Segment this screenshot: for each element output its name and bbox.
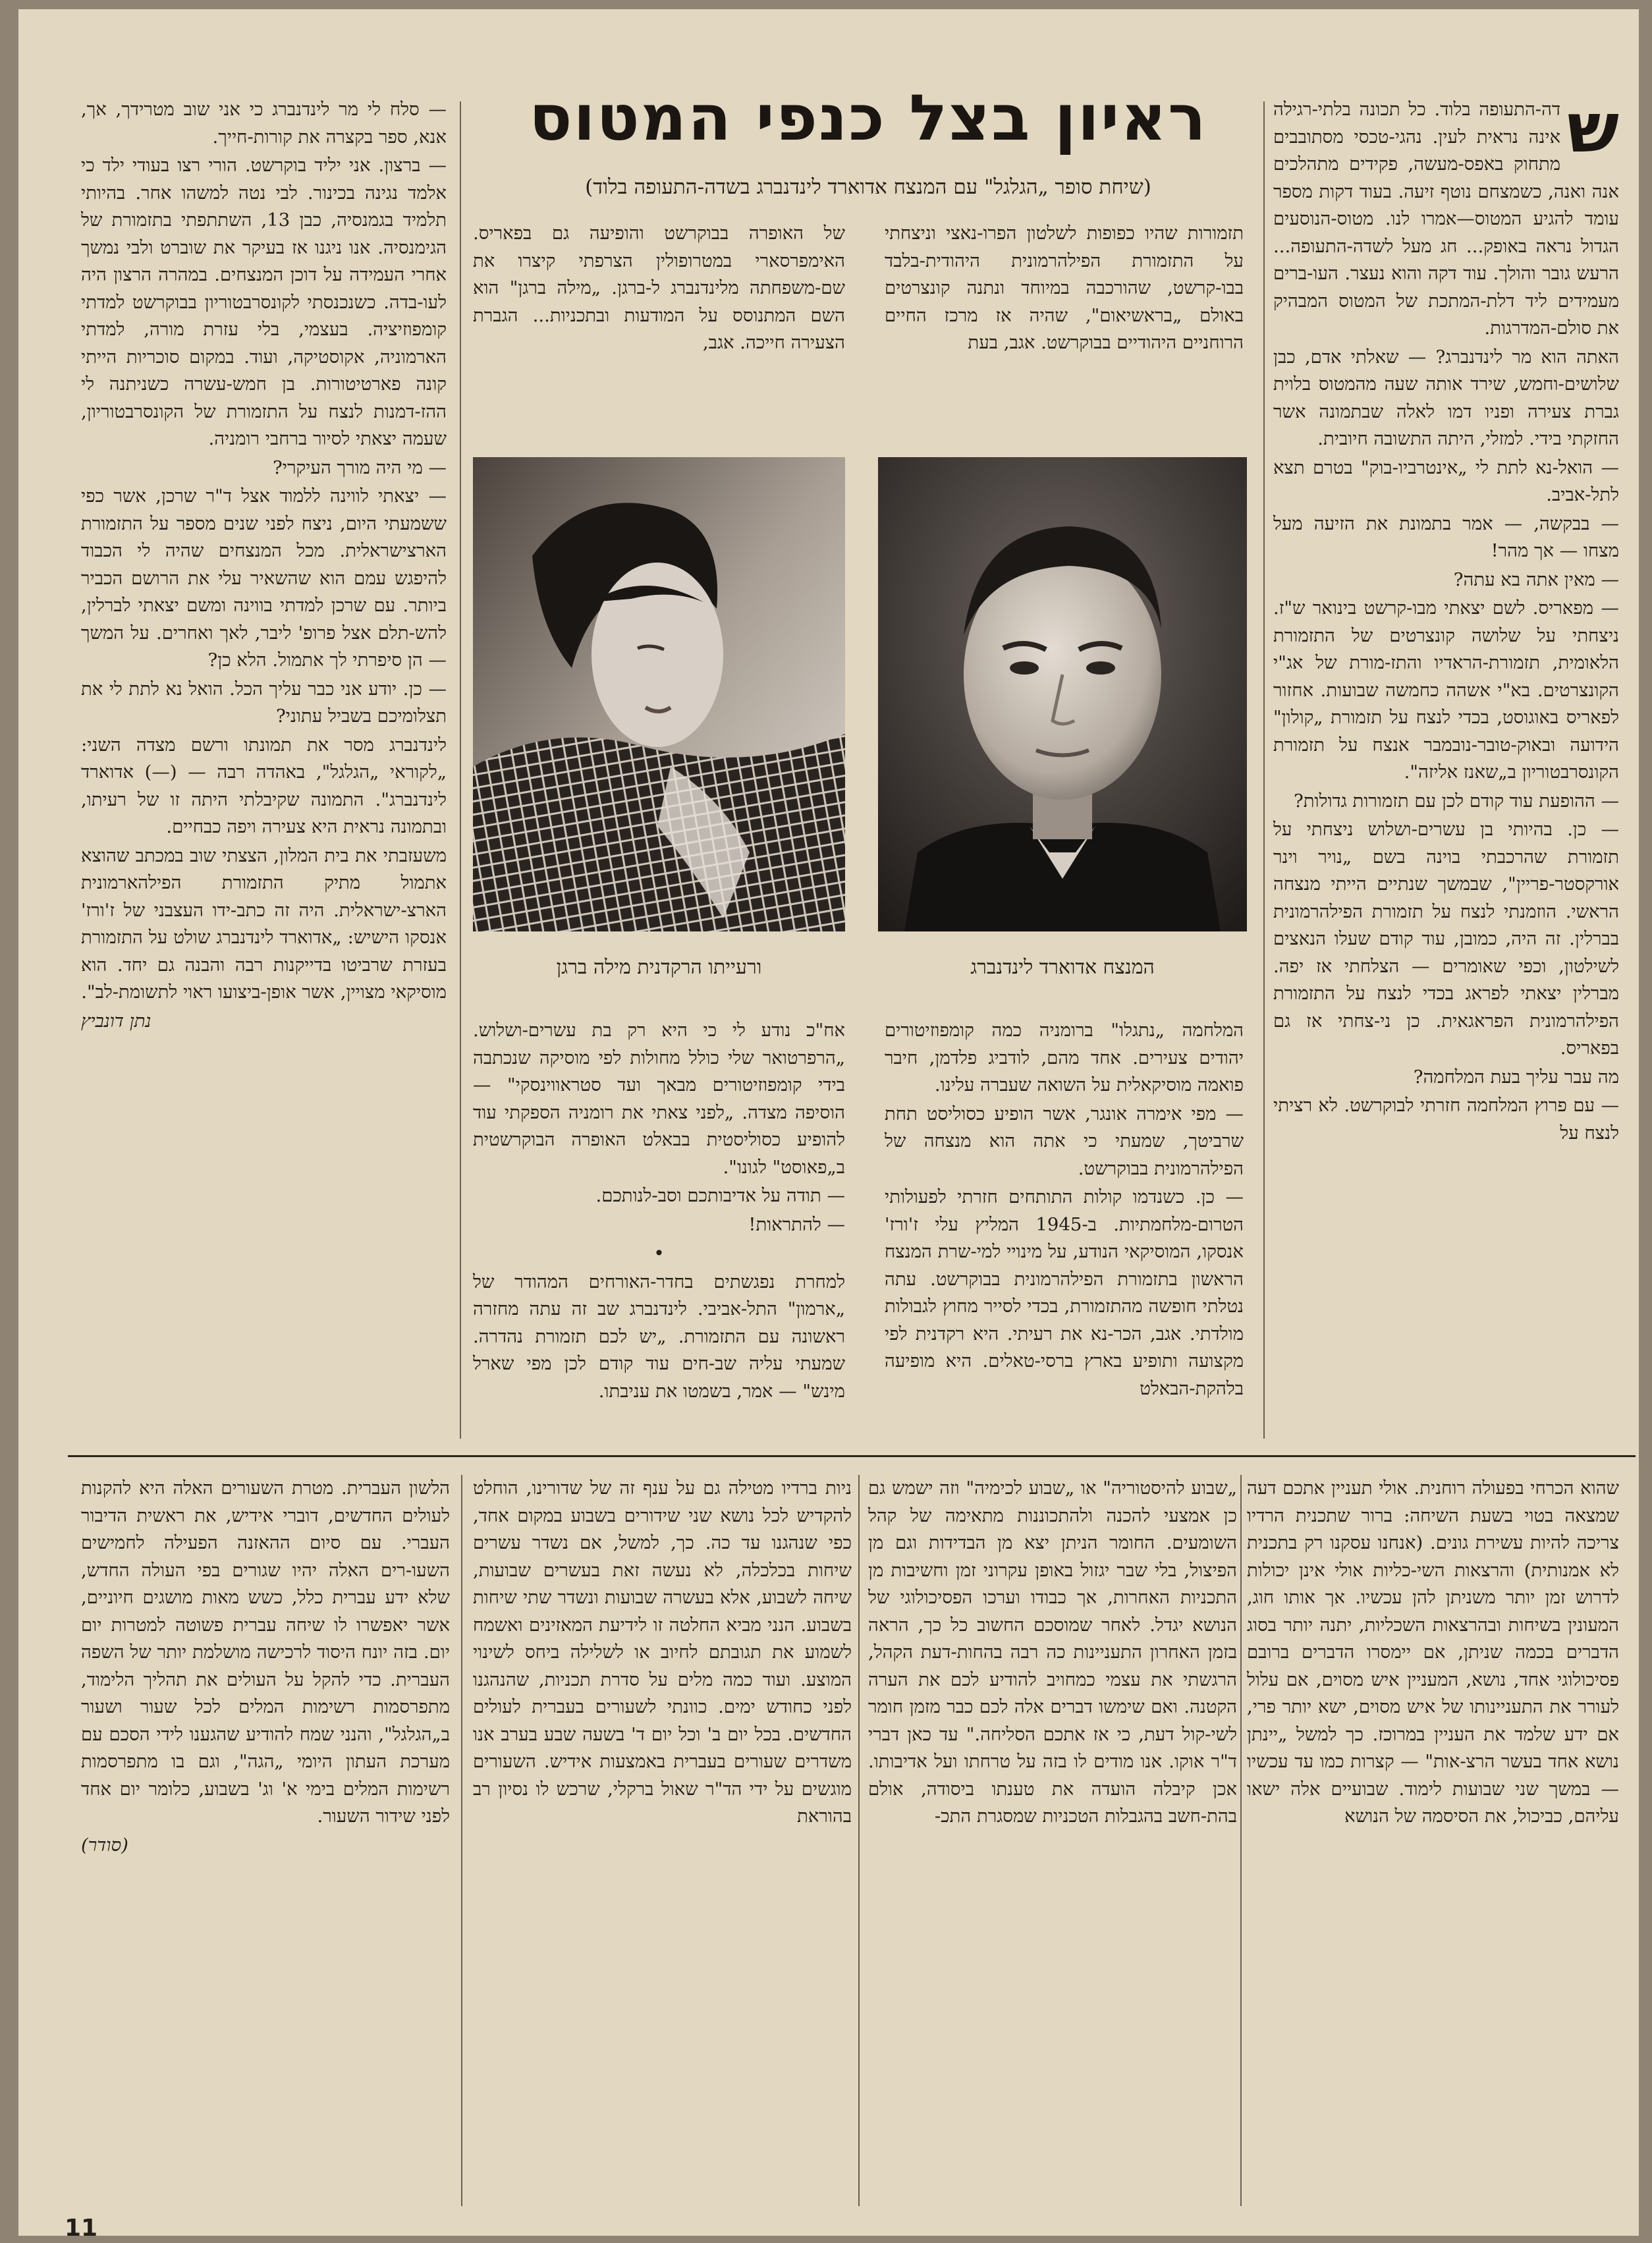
paragraph: — כן. כשנדמו קולות התותחים חזרתי לפעולותי הטרום-מלחמתיות. ב-1945 המליץ עלי ז'ורז' אנסקו, המוסיקאי הנודע, על מינויי למי-שרת המנצח הראשון בתזמורת הפילהרמונית בבוקרשט. עתה נטלתי חופשה מהתזמורת, בכדי לסייר מחוץ לגבולות מולדתי. אגב, הכר-נא את רעיתי. היא רקדנית לפי מקצועה ותופיע בארץ ברסי-טאלים. היא מופיעה בלהקת-הבאלט	[885, 1186, 1244, 1399]
paragraph: — מפי אימרה אונגר, אשר הופיע כסוליסט תחת שרביטך, שמעתי כי אתה הוא מנצחה של הפילהרמונית בבוקרשט.	[885, 1103, 1244, 1179]
article-subtitle: (שיחת סופר „הגלגל" עם המנצח אדוארד לינדנברג בשדה-התעופה בלוד)	[585, 175, 1151, 199]
paragraph: — סלח לי מר לינדנברג כי אני שוב מטרידך, אך, אנא, ספר בקצרה את קורות-חייך.	[81, 99, 447, 148]
paragraph: האתה הוא מר לינדנברג? — שאלתי אדם, כבן שלושים-וחמש, שירד אותה שעה מהמטוס בלוית גברת צעירה ופניו דמו לאלה שבתמונה אשר החזקתי בידי. למזלי, היתה התשובה חיובית.	[1273, 346, 1619, 449]
paragraph: מה עבר עליך בעת המלחמה?	[1413, 1066, 1619, 1088]
paragraph: הלשון העברית. מטרת השעורים האלה היא להקנות לעולים החדשים, דוברי אידיש, את ראשית הדיבור העברי. עם סיום ההאזנה הפעילה לחמישים השעו-רים האלה יהיו שגורים בפי העולה החדש, שלא ידע עברית כלל, כשש מאות מושגים חיוניים, אשר יאפשרו לו שיחה עברית פשוטה למטרות יום יום. בזה יונח היסוד לרכישה מושלמת יותר של השפה העברית. כדי להקל על העולים את תהליך הלימוד, מתפרסמות רשימות המלים לכל שעור ושעור ב„הגלגל", והנני שמח להודיע שהגענו לידי הסכם עם מערכת העתון היומי „הגה", וגם בו מתפרסמות רשימות המלים בימי א' וג' בשבוע, כלומר יום אחד לפני שידור השעור.	[81, 1478, 450, 1827]
conductor-portrait-icon	[878, 457, 1247, 931]
paragraph: — מי היה מורך העיקרי?	[273, 457, 447, 478]
paragraph: שהוא הכרחי בפעולה רוחנית. אולי תעניין אתכם דעה שמצאה בטוי בשעת השיחה: ברור שתכנית הרדיו צריכה להיות עשירת גונים. (אנחנו עסקנו רק בתכנית לא אמנותית) והרצאות השי-כליות אולי אינן יכולות לדרוש זמן יותר משניתן להן עכשיו. אך אותו חוג, המעונין בשיחות ובהרצאות השכליות, יתנה יותר בסוג הדברים בכמה שניתן, אם יימסרו הדברים ברובם פסיכולוגי אחד, נושא, המעניין איש מסוים, אם עלול לעורר את התעניינותו של איש מסוים, ישא יותר פרי, אם ידע שלמד את העניין במרוכז. כך למשל „יינתן נושא אחד בעשר הרצ-אות" — קצרות כמו עד עכשיו — במשך שני שבועות לימוד. שבועיים אלה ישאו עליהם, כביכול, את הסיסמה של הנושא	[1247, 1478, 1619, 1827]
article-column-2-bottom	[885, 1017, 1244, 1445]
section-divider	[68, 1455, 1636, 1457]
separator-dot: •	[653, 1242, 665, 1264]
paragraph: אח"כ נודע לי כי היא רק בת עשרים-ושלוש. „הרפרטואר שלי כולל מחולות לפי מוסיקה שנכתבה בידי קומפוזיטורים מבאך ועד סטראווינסקי" — הוסיפה מצדה. „לפני צאתי את רומניה הספקתי עוד להופיע כסוליסטית בבאלט האופרה הבוקרשטית ב„פאוסט" לגונו".	[473, 1020, 845, 1178]
paragraph: — מפאריס. לשם יצאתי מבו-קרשט בינואר ש"ז. ניצחתי על שלושה קונצרטים של התזמורת הלאומית, תזמורת-הראדיו והתז-מורת של אג"י הקונצרטים. בא"י אשהה כחמשה שבועות. אחזור לפאריס באוגוסט, בכדי לנצח על תזמורת „קולון" הידועה ובאוק-טובר-נובמבר אנצח על תזמורת הקונסרבטוריון ב„שאנז אליזה".	[1273, 597, 1619, 783]
paragraph: „שבוע להיסטוריה" או „שבוע לכימיה" וזה ישמש גם כן אמצעי להכנה ולהתכוננות מתאימה של קהל השומעים. החומר הניתן יצא מן הבדידות וגם מן הפיצול, בלי שבר יגזול באופן עקרוני זמן וחשיבות מן התכניות האחרות, אך כבודו וערכו הפסיכולוגי של הנושא יגדל. לאחר שמוסכם החשוב כל כך, הראה בזמן האחרון התעניינות כה רבה בהחות-דעת הקהל, הרגשתי את עצמי כמחויב להודיע לכם את הערה הקטנה. ואם שימשו דברים אלה לכם כבר מזמן חומר לשי-קול דעת, כי אז אתכם הסליחה." עד כאן דברי ד"ר אוקו. אנו מודים לו בזה על טרחתו ועל אדיבותו. אכן קיבלה הועדה את טענתו ביסודה, אולם בהת-חשב בהגבלות הטכניות שמסגרת התכ-	[868, 1478, 1237, 1827]
conductor-photo	[878, 457, 1247, 931]
bottom-column-2	[868, 1475, 1237, 2213]
article-title: ראיון בצל כנפי המטוס	[529, 81, 1207, 155]
paragraph: של האופרה בבוקרשט והופיעה גם בפאריס. האימפרסארי במטרופולין הצרפתי קיצרו את שם-משפחתה מלינדנברג ל-ברגן. „מילה ברגן" הוא השם המתנוסס על המודעות ובתכניות... הגברת הצעירה חייכה. אגב,	[473, 223, 845, 353]
bottom-column-4	[81, 1475, 450, 2213]
paragraph: למחרת נפגשתים בחדר-האורחים המהודר של „ארמון" התל-אביבי. לינדנברג שב זה עתה מחזרה ראשונה עם התזמורת. „יש לכם תזמורת נהדרה. שמעתי עליה שב-חים עוד קודם לכן מפי שארל מינש" — אמר, בשמטו את עניבתו.	[473, 1271, 845, 1402]
editor-signature: (סודר)	[81, 1834, 128, 1856]
column-rule	[1263, 101, 1265, 1439]
paragraph: — הואל-נא לתת לי „אינטרביו-בוק" בטרם תצא לתל-אביב.	[1273, 457, 1619, 505]
drop-cap: ש	[1567, 96, 1619, 168]
paragraph: ניות ברדיו מטילה גם על ענף זה של שדורינו, הוחלט להקדיש לכל נושא שני שידורים בשבוע במקום אחד, כפי שנהגנו עד כה. כך, למשל, אם נשדר עשרים שיחות בכלכלה, לא נעשה זאת בעשרים שבועות, שיחה לשבוע, אלא בעשרה שבועות ונשדר שתי שיחות בשבוע. הנני מביא החלטה זו לידיעת המאזינים ואשמח לשמוע את תגובתם לחיוב או לשלילה ביחס לשינוי המוצע. ועוד כמה מלים על סדרת תכניות, שהנהגנו לפני כחודש ימים. כוונתי לשעורים בעברית לעולים החדשים. בכל יום ב' וכל יום ד' בשעה שבע בערב אנו משדרים שעורים בעברית באמצעות אידיש. השעורים מוגשים על ידי הד"ר שאול ברקלי, שרכש לו נסיון רב בהוראת	[473, 1478, 852, 1827]
paragraph: דה-התעופה בלוד. כל תכונה בלתי-רגילה אינה נראית לעין. נהגי-טכסי מסתובבים מתחוק באפס-מעשה, פקידים מתהלכים אנה ואנה, כשמצחם נוטף זיעה. בעוד דקות מספר עומד להגיע המטוס—אמרו לנו. מטוס-הנוסעים הגדול נראה באופק... חג מעל לשדה-התעופה... הרעש גובר והולך. עוד דקה והוא נעצר. העו-ברים מעמידים ליד דלת-המתכת של המטוס המבהיק את סולם-המדרגות.	[1273, 99, 1619, 339]
column-rule	[858, 1475, 860, 2206]
column-rule	[460, 101, 461, 1439]
author-signature: נתן דונביץ	[81, 1010, 151, 1032]
article-column-1	[1273, 96, 1619, 1443]
paragraph: משעזבתי את בית המלון, הצצתי שוב במכתב שהוצא אתמול מתיק התזמורת הפילהארמונית הארצ-ישראלית. היה זה כתב-ידו העצבני של ז'ורז' אנסקו הישיש: „אדוארד לינדנברג שולט על התזמורת בעזרת שרביטו בדייקנות רבה והבנה גם יחד. הוא מוסיקאי מצויין, אשר אופן-ביצועו ראוי לתשומת-לב".	[81, 845, 447, 1003]
article-column-3-bottom	[473, 1017, 845, 1445]
paragraph: המלחמה „נתגלו" ברומניה כמה קומפוזיטורים יהודים צעירים. אחד מהם, לודביג פלדמן, חיבר פואמה מוסיקאלית על השואה שעברה עלינו.	[885, 1020, 1244, 1095]
paragraph: — להתראות!	[748, 1213, 845, 1235]
magazine-page	[18, 9, 1639, 2242]
column-rule	[1240, 1475, 1242, 2206]
paragraph: — תודה על אדיבותכם וסב-לנותכם.	[595, 1185, 845, 1206]
conductor-caption: המנצח אדוארד לינדנברג	[970, 956, 1155, 979]
page-number: 11	[65, 2215, 98, 2242]
paragraph: — ההופעת עוד קודם לכן עם תזמורות גדולות?	[1294, 790, 1619, 812]
paragraph: — בבקשה, — אמר בתמונת את הזיעה מעל מצחו — אך מהר!	[1273, 512, 1619, 561]
paragraph: תזמורות שהיו כפופות לשלטון הפרו-נאצי וניצחתי על התזמורת הפילהרמונית היהודית-בלבד בבו-קרשט, שהורכבה במיוחד ונתנה קונצרטים באולם „בראשיאום", שהיה אז מרכז החיים הרוחניים היהודיים בבוקרשט. אגב, בעת	[885, 223, 1244, 353]
dancer-caption: ורעייתו הרקדנית מילה ברגן	[556, 956, 762, 979]
paragraph: — מאין אתה בא עתה?	[1453, 568, 1619, 590]
paragraph: — יצאתי לווינה ללמוד אצל ד"ר שרכן, אשר כפי ששמעתי היום, ניצח לפני שנים מספר על התזמורת הארצישראלית. מכל המנצחים שהיה לי הכבוד להיפגש עמם הוא שהשאיר עלי את הרושם הכביר ביותר. עם שרכן למדתי בווינה ומשם יצאתי לברלין, להש-תלם אצל פרופ' ליבר, לאך ואחרים. על המשך — הן סיפרתי לך אתמול. הלא כן?	[81, 485, 447, 671]
paragraph: — ברצון. אני יליד בוקרשט. הורי רצו בעודי ילד כי אלמד נגינה בכינור. לבי נטה למשהו אחר. בהיותי תלמיד בגמנסיה, כבן 13, השתתפתי בתזמורת של הגימנסיה. אנו ניגנו אז בעיקר את שוברט ולבי נמשך אחרי העמידה על דוכן המנצחים. במהרה הרצון היה לעו-בדה. כשנכנסתי לקונסרבטוריון בבוקרשט למדתי קומפוזיציה. בעצמי, בלי עזרת מורה, למדתי הארמוניה, אקוסטיקה, ועוד. במקום סוכריות הייתי קונה פארטיטורות. בן חמש-עשרה כשניתנה לי ההז-דמנות לנצח על התזמורת של הקונסרבטוריון, שעמה יצאתי לסיור ברחבי רומניה.	[81, 155, 447, 449]
article-column-4	[81, 96, 447, 1443]
bottom-column-3	[473, 1475, 852, 2213]
paragraph: — עם פרוץ המלחמה חזרתי לבוקרשט. לא רציתי לנצח על	[1273, 1095, 1619, 1144]
paragraph: — כן. בהיותי בן עשרים-ושלוש ניצחתי על תזמורת שהרכבתי בוינה בשם „נויר וינר אורקסטר-פריין", שבמשך שנתיים הייתי מנצחה הראשי. הוזמנתי לנצח על תזמורת הפילהרמונית בברלין. זה היה, כמובן, עוד קודם שעלו הנאצים לשילטון, וכפי שאומרים — הצלחתי אז יפה. מברלין יצאתי לפראג בכדי לנצח על התזמורת הפילהרמונית הפראגאית. כן ני-צחתי אז גם בפאריס.	[1273, 819, 1619, 1059]
paragraph: — כן. יודע אני כבר עליך הכל. הואל נא לתת לי את תצלומיכם בשביל עתוני?	[81, 678, 447, 727]
article-column-3-top	[473, 220, 845, 451]
dancer-portrait-icon	[473, 457, 845, 931]
bottom-column-1	[1247, 1475, 1619, 2213]
paragraph: לינדנברג מסר את תמונתו ורשם מצדה השני: „לקוראי „הגלגל", באהדה רבה — (—) אדוארד לינדנברג". התמונה שקיבלתי היתה זו של רעיתו, ובתמונה נראית היא צעירה ויפה כבחיים.	[81, 734, 447, 837]
dancer-photo	[473, 457, 845, 931]
column-rule	[461, 1475, 462, 2206]
article-column-2-top	[885, 220, 1244, 451]
